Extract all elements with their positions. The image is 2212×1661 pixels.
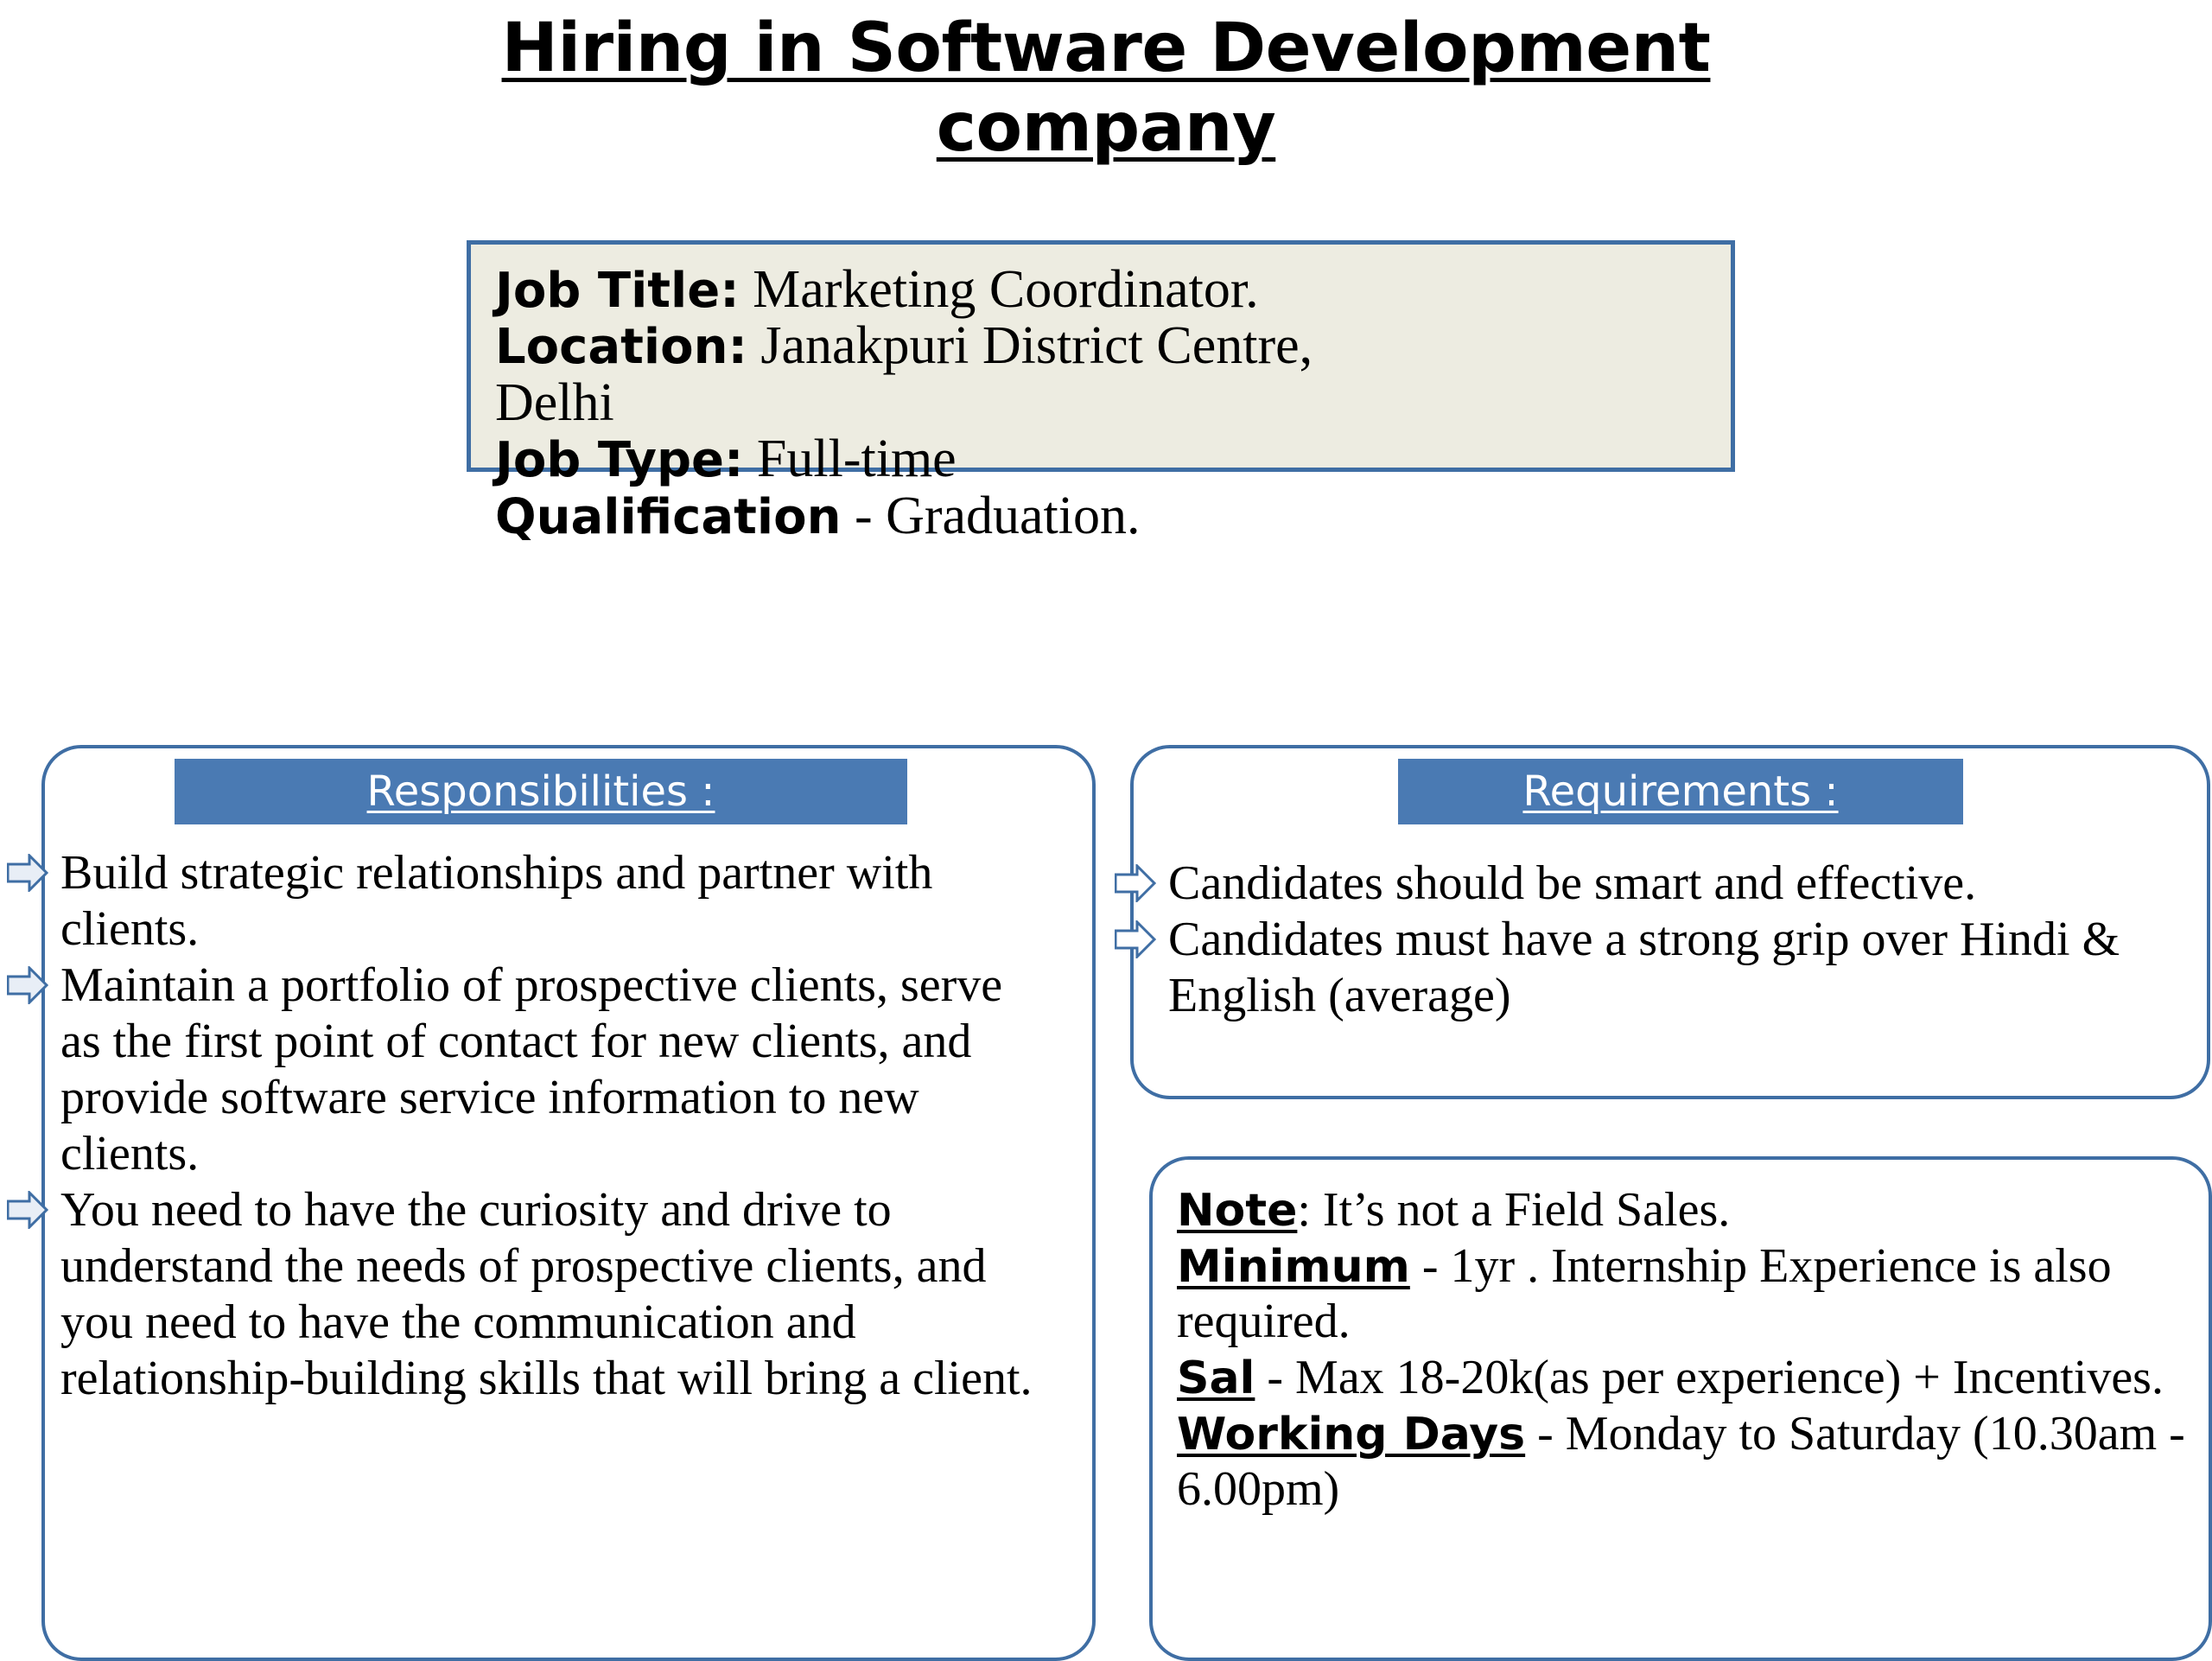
job-title-label: Job Title:	[495, 263, 740, 319]
qualification-row	[495, 488, 1707, 544]
responsibilities-header: Responsibilities :	[175, 759, 907, 824]
page-title-line-2: company	[936, 89, 1276, 168]
responsibilities-list	[60, 845, 1054, 1407]
note-text: - Max 18-20k(as per experience) + Incentives.	[1255, 1351, 2164, 1405]
note-text: - 1yr . Internship Experience is also required.	[1177, 1238, 2112, 1349]
list-item	[1168, 912, 2188, 1024]
list-item-text: Build strategic relationships and partner with clients.	[60, 846, 933, 956]
arrow-bullet-icon	[1115, 920, 1156, 958]
note-line-sal	[1177, 1350, 2196, 1406]
note-line-working-days	[1177, 1406, 2196, 1518]
arrow-bullet-icon	[7, 1191, 48, 1229]
location-label: Location:	[495, 319, 747, 376]
requirements-header: Requirements :	[1398, 759, 1963, 824]
location-value: Janakpuri District Centre,	[747, 316, 1313, 376]
list-item	[60, 1182, 1054, 1407]
note-line-note	[1177, 1182, 2196, 1238]
page-title-line-1: Hiring in Software Development	[501, 10, 1711, 87]
note-key: Minimum	[1177, 1240, 1410, 1293]
list-item-text: Candidates must have a strong grip over Hindi & English (average)	[1168, 912, 2120, 1022]
job-type-row	[495, 431, 1707, 487]
list-item	[60, 845, 1054, 958]
location-row	[495, 318, 1707, 374]
qualification-value: - Graduation.	[841, 486, 1141, 545]
note-key: Working Days	[1177, 1408, 1526, 1461]
job-title-value: Marketing Coordinator.	[739, 260, 1259, 319]
arrow-bullet-icon	[7, 966, 48, 1004]
list-item-text: Candidates should be smart and effective.	[1168, 856, 1977, 910]
job-type-label: Job Type:	[495, 432, 744, 489]
list-item	[60, 958, 1054, 1182]
list-item-text: Maintain a portfolio of prospective clients, serve as the first point of contact for new clients, and provide software service information to new clients.	[60, 958, 1003, 1181]
arrow-bullet-icon	[7, 854, 48, 892]
location-row-continued: Delhi	[495, 372, 614, 432]
note-key: Note	[1177, 1185, 1298, 1237]
qualification-label: Qualification	[495, 488, 842, 545]
note-list	[1177, 1182, 2196, 1518]
arrow-bullet-icon	[1115, 864, 1156, 902]
job-info-box	[467, 240, 1735, 545]
list-item	[1168, 856, 2188, 912]
note-text: - Monday to Saturday (10.30am - 6.00pm)	[1177, 1406, 2185, 1517]
note-text: : It’s not a Field Sales.	[1297, 1183, 1731, 1237]
note-line-minimum	[1177, 1238, 2196, 1350]
job-type-value: Full-time	[743, 430, 957, 489]
job-title-row	[495, 262, 1707, 318]
note-key: Sal	[1177, 1352, 1255, 1405]
requirements-list	[1168, 856, 2188, 1024]
list-item-text: You need to have the curiosity and drive to understand the needs of prospective clients, and you need to have the communication and relationship-building skills that will bring a client.	[60, 1182, 1033, 1405]
page-title	[0, 9, 2212, 168]
